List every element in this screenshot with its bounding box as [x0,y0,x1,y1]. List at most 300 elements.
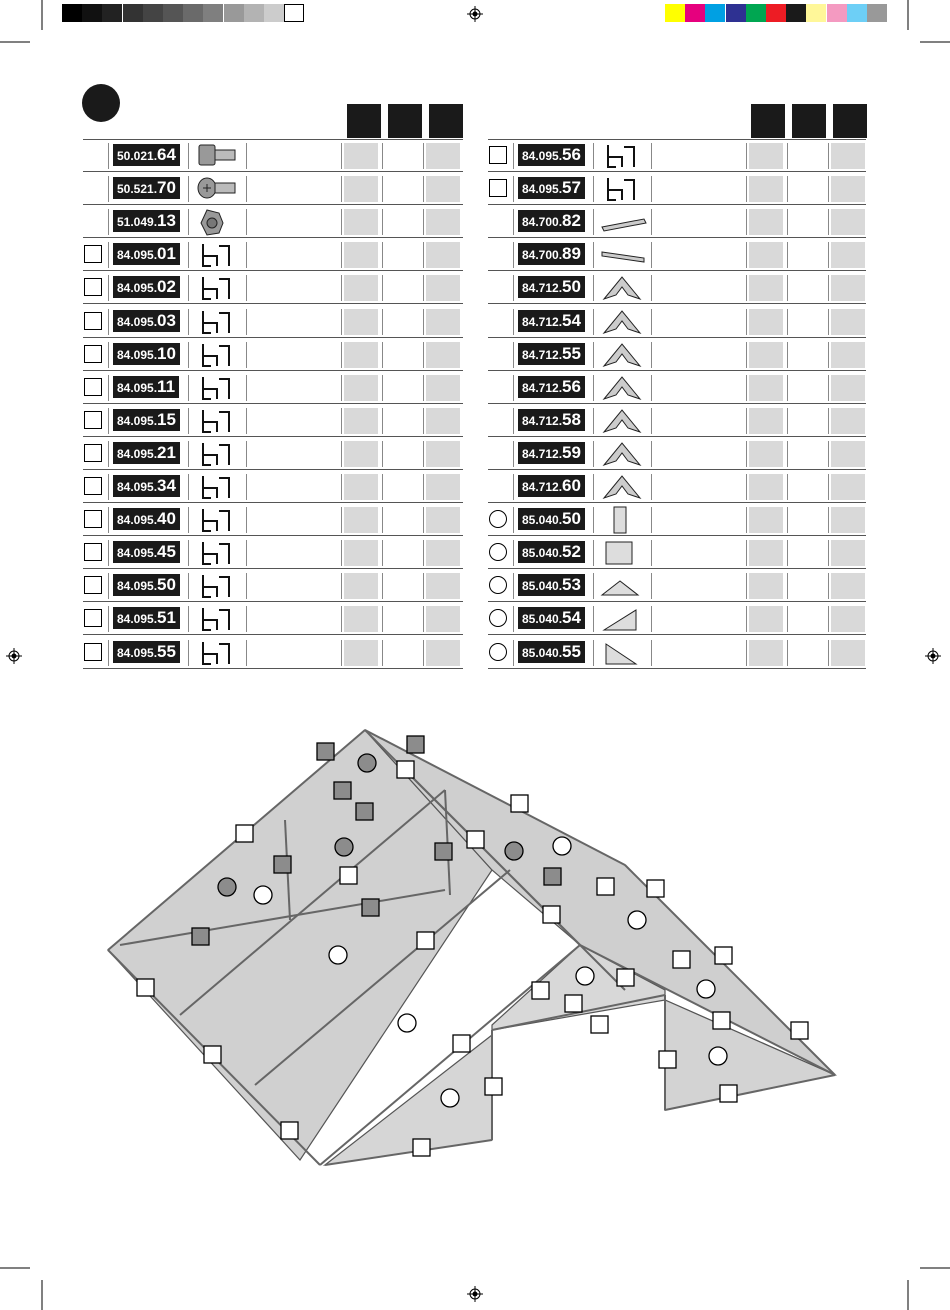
part-code-badge [518,376,585,398]
quantity-cell [344,474,378,500]
bracket-55-icon [600,340,648,375]
table-row-divider [83,668,463,669]
cell-divider [423,176,424,202]
cell-divider [593,242,594,268]
cell-divider [382,474,383,500]
profile-02-icon [195,273,243,308]
checkbox-square[interactable] [84,576,102,594]
cell-divider [108,573,109,599]
quantity-cell [344,342,378,368]
cell-divider [382,309,383,335]
profile-15-icon [195,406,243,441]
part-code-prefix: 84.712. [522,314,563,329]
checkbox-square[interactable] [84,411,102,429]
cell-divider [513,342,514,368]
part-code-badge [113,607,180,629]
cell-divider [246,441,247,467]
cell-divider [513,573,514,599]
table-row-divider [488,237,866,238]
cell-divider [828,275,829,301]
part-code-prefix: 50.521. [117,182,158,197]
cell-divider [787,242,788,268]
cell-divider [108,242,109,268]
cell-divider [382,209,383,235]
cell-divider [246,275,247,301]
cell-divider [246,375,247,401]
table-row-divider [83,337,463,338]
quantity-cell [344,507,378,533]
cell-divider [341,275,342,301]
cell-divider [246,640,247,666]
quantity-cell [831,143,865,169]
part-code-suffix: 03 [157,310,176,330]
cell-divider [423,143,424,169]
cell-divider [513,143,514,169]
quantity-cell [385,143,419,169]
checkbox-square[interactable] [84,444,102,462]
cell-divider [382,375,383,401]
part-code-badge [113,376,179,398]
part-code-badge [113,276,180,298]
cell-divider [828,540,829,566]
cell-divider [787,342,788,368]
quantity-cell [790,640,824,666]
cell-divider [423,209,424,235]
quantity-cell [344,242,378,268]
cell-divider [828,375,829,401]
cell-divider [787,275,788,301]
hex-nut-icon [195,207,243,242]
cell-divider [746,474,747,500]
table-row-divider [488,270,866,271]
cell-divider [108,507,109,533]
step-bullet [82,84,120,122]
bracket-59-icon [600,439,648,474]
part-code-prefix: 50.021. [117,149,158,163]
table-row-divider [488,436,866,437]
quantity-cell [749,408,783,434]
part-code-suffix: 55 [562,641,581,661]
profile-51-icon [195,604,243,639]
cell-divider [651,408,652,434]
roof-assembly-diagram [0,700,950,1180]
cell-divider [341,606,342,632]
quantity-cell [344,441,378,467]
table-row-divider [83,502,463,503]
table-row-divider [488,535,866,536]
cell-divider [593,507,594,533]
table-top-border [488,139,866,140]
cell-divider [513,209,514,235]
cell-divider [382,342,383,368]
cell-divider [513,474,514,500]
cell-divider [746,143,747,169]
cell-divider [188,573,189,599]
quantity-cell [749,441,783,467]
cell-divider [188,507,189,533]
part-code-suffix: 50 [562,277,581,297]
hex-bolt-icon [195,141,243,176]
part-code-badge [113,210,180,232]
part-code-prefix: 84.095. [117,248,158,263]
cell-divider [746,209,747,235]
part-code-suffix: 10 [157,343,176,363]
quantity-cell [426,474,460,500]
part-code-prefix: 84.095. [117,314,158,329]
quantity-cell [385,640,419,666]
checkbox-square[interactable] [84,378,102,396]
cell-divider [746,540,747,566]
cell-divider [651,375,652,401]
quantity-cell [344,540,378,566]
cell-divider [651,309,652,335]
quantity-cell [749,540,783,566]
cell-divider [341,441,342,467]
part-code-prefix: 84.700. [522,215,563,230]
quantity-cell [749,275,783,301]
cell-divider [593,474,594,500]
cell-divider [513,275,514,301]
quantity-cell [344,408,378,434]
part-code-badge [518,343,585,365]
cell-divider [593,606,594,632]
quantity-cell [385,408,419,434]
panel-narrow-icon [600,505,648,540]
profile-34-icon [195,472,243,507]
table-row-divider [83,601,463,602]
cell-divider [787,606,788,632]
table-row-divider [488,634,866,635]
part-code-badge [113,243,180,265]
profile-56-icon [600,141,648,176]
cell-divider [513,640,514,666]
part-code-suffix: 52 [562,542,581,562]
quantity-cell [385,275,419,301]
part-code-suffix: 01 [157,244,176,264]
cell-divider [593,441,594,467]
quantity-cell [385,375,419,401]
bracket-54-icon [600,307,648,342]
quantity-cell [831,309,865,335]
quantity-cell [790,242,824,268]
cell-divider [423,275,424,301]
quantity-cell [426,342,460,368]
part-code-suffix: 55 [157,641,176,661]
table-row-divider [488,204,866,205]
quantity-cell [385,573,419,599]
part-code-suffix: 21 [157,442,176,462]
quantity-cell [831,507,865,533]
cell-divider [341,408,342,434]
quantity-cell [426,242,460,268]
cell-divider [382,441,383,467]
quantity-cell [790,441,824,467]
cell-divider [188,540,189,566]
cell-divider [108,209,109,235]
quantity-cell [790,209,824,235]
cell-divider [341,507,342,533]
quantity-cell [385,176,419,202]
quantity-cell [790,408,824,434]
profile-10-icon [195,340,243,375]
quantity-cell [426,640,460,666]
quantity-cell [344,573,378,599]
quantity-cell [790,573,824,599]
part-code-prefix: 84.712. [522,380,563,395]
checkbox-square[interactable] [84,510,102,528]
checkbox-square[interactable] [84,609,102,627]
part-code-badge [518,409,585,431]
quantity-cell [831,209,865,235]
cell-divider [593,342,594,368]
quantity-cell [385,309,419,335]
quantity-cell [426,275,460,301]
cell-divider [108,441,109,467]
profile-11-icon [195,373,243,408]
registration-mark-icon [467,6,483,22]
cell-divider [382,640,383,666]
cell-divider [651,176,652,202]
quantity-cell [749,242,783,268]
quantity-cell [790,375,824,401]
checkbox-square[interactable] [84,543,102,561]
cell-divider [246,209,247,235]
cell-divider [746,507,747,533]
part-code-badge [518,508,585,530]
quantity-cell [831,573,865,599]
checkbox-circle[interactable] [489,510,507,528]
cell-divider [651,640,652,666]
cell-divider [787,474,788,500]
cell-divider [246,573,247,599]
checkbox-circle[interactable] [489,643,507,661]
part-code-prefix: 84.712. [522,446,563,461]
part-code-suffix: 57 [562,178,581,198]
quantity-cell [426,408,460,434]
column-header-block [347,104,381,138]
cell-divider [593,309,594,335]
table-row-divider [83,171,463,172]
part-code-suffix: 70 [157,178,176,198]
part-code-badge [113,409,180,431]
panel-square-icon [600,538,648,573]
checkbox-square[interactable] [84,345,102,363]
part-code-suffix: 55 [562,343,581,363]
bracket-58-icon [600,406,648,441]
cell-divider [828,408,829,434]
table-row-divider [488,337,866,338]
checkbox-square[interactable] [84,278,102,296]
checkbox-square[interactable] [84,643,102,661]
cell-divider [787,640,788,666]
cell-divider [828,342,829,368]
cell-divider [188,242,189,268]
cell-divider [651,540,652,566]
part-code-badge [113,310,180,332]
profile-01-icon [195,240,243,275]
cell-divider [108,342,109,368]
cell-divider [382,408,383,434]
cell-divider [513,540,514,566]
table-row-divider [488,370,866,371]
part-code-suffix: 60 [562,476,581,495]
part-code-suffix: 59 [562,442,581,462]
quantity-cell [790,176,824,202]
part-code-badge [113,541,180,563]
part-code-badge [113,641,180,663]
checkbox-square[interactable] [84,245,102,263]
table-row-divider [488,469,866,470]
quantity-cell [749,375,783,401]
quantity-cell [831,375,865,401]
cell-divider [423,507,424,533]
checkbox-square[interactable] [489,179,507,197]
cell-divider [246,242,247,268]
quantity-cell [790,507,824,533]
cell-divider [188,176,189,202]
part-code-suffix: 58 [562,409,581,429]
cell-divider [423,342,424,368]
part-code-suffix: 54 [562,608,581,628]
quantity-cell [426,507,460,533]
quantity-cell [749,507,783,533]
cell-divider [593,640,594,666]
checkbox-square[interactable] [84,477,102,495]
profile-50-icon [195,571,243,606]
cell-divider [341,540,342,566]
profile-45-icon [195,538,243,573]
cell-divider [787,176,788,202]
cell-divider [787,573,788,599]
part-code-suffix: 56 [562,376,581,396]
cross-bolt-icon [195,174,243,209]
checkbox-square[interactable] [489,146,507,164]
part-code-suffix: 53 [562,575,581,595]
part-code-prefix: 85.040. [522,513,563,528]
part-code-suffix: 45 [157,542,176,562]
cell-divider [341,640,342,666]
cell-divider [593,573,594,599]
table-top-border [83,139,463,140]
quantity-cell [831,242,865,268]
table-row-divider [83,568,463,569]
cell-divider [341,176,342,202]
table-row-divider [83,403,463,404]
checkbox-square[interactable] [84,312,102,330]
cell-divider [108,176,109,202]
column-header-block [388,104,422,138]
part-code-prefix: 84.095. [117,281,158,296]
quantity-cell [749,640,783,666]
cell-divider [746,309,747,335]
cell-divider [341,209,342,235]
cell-divider [787,309,788,335]
panel-gable-triangle-icon [600,571,648,606]
quantity-cell [831,408,865,434]
cell-divider [108,143,109,169]
cell-divider [746,606,747,632]
part-code-suffix: 50 [157,575,176,595]
part-code-badge [113,343,180,365]
cell-divider [787,540,788,566]
cell-divider [108,408,109,434]
part-code-suffix: 15 [157,409,176,429]
cell-divider [423,309,424,335]
cell-divider [108,474,109,500]
cell-divider [341,242,342,268]
quantity-cell [344,209,378,235]
part-code-prefix: 51.049. [117,215,158,230]
part-code-badge [518,310,585,332]
quantity-cell [790,474,824,500]
part-code-suffix: 11 [157,376,176,396]
part-code-badge [518,177,585,199]
quantity-cell [344,375,378,401]
part-code-badge [518,442,585,464]
cell-divider [746,408,747,434]
cell-divider [341,474,342,500]
cell-divider [746,275,747,301]
part-code-prefix: 84.095. [117,446,158,461]
profile-21-icon [195,439,243,474]
panel-corner-triangle-icon [600,638,648,673]
cell-divider [828,606,829,632]
cell-divider [651,143,652,169]
cell-divider [188,441,189,467]
cell-divider [108,275,109,301]
part-code-badge [113,144,180,166]
cell-divider [341,143,342,169]
panel-right-triangle-icon [600,604,648,639]
cell-divider [828,143,829,169]
part-code-badge [113,177,180,199]
cell-divider [423,640,424,666]
cell-divider [593,275,594,301]
quantity-cell [749,606,783,632]
cell-divider [513,176,514,202]
cell-divider [423,375,424,401]
quantity-cell [426,573,460,599]
cell-divider [382,176,383,202]
part-code-suffix: 89 [562,244,581,264]
cell-divider [423,573,424,599]
part-code-suffix: 02 [157,277,176,297]
registration-mark-icon [6,648,22,664]
table-row-divider [83,237,463,238]
cell-divider [108,309,109,335]
cell-divider [828,507,829,533]
cell-divider [513,507,514,533]
cell-divider [651,342,652,368]
bracket-60-icon [600,472,648,507]
part-code-suffix: 56 [562,145,581,164]
cell-divider [423,408,424,434]
quantity-cell [344,275,378,301]
part-code-suffix: 54 [562,310,581,330]
cell-divider [108,375,109,401]
cell-divider [382,540,383,566]
cell-divider [341,375,342,401]
quantity-cell [831,342,865,368]
cell-divider [513,606,514,632]
part-code-suffix: 51 [157,608,176,628]
cell-divider [246,408,247,434]
quantity-cell [749,209,783,235]
quantity-cell [749,309,783,335]
part-code-prefix: 84.095. [117,413,158,428]
cell-divider [828,176,829,202]
cell-divider [246,474,247,500]
